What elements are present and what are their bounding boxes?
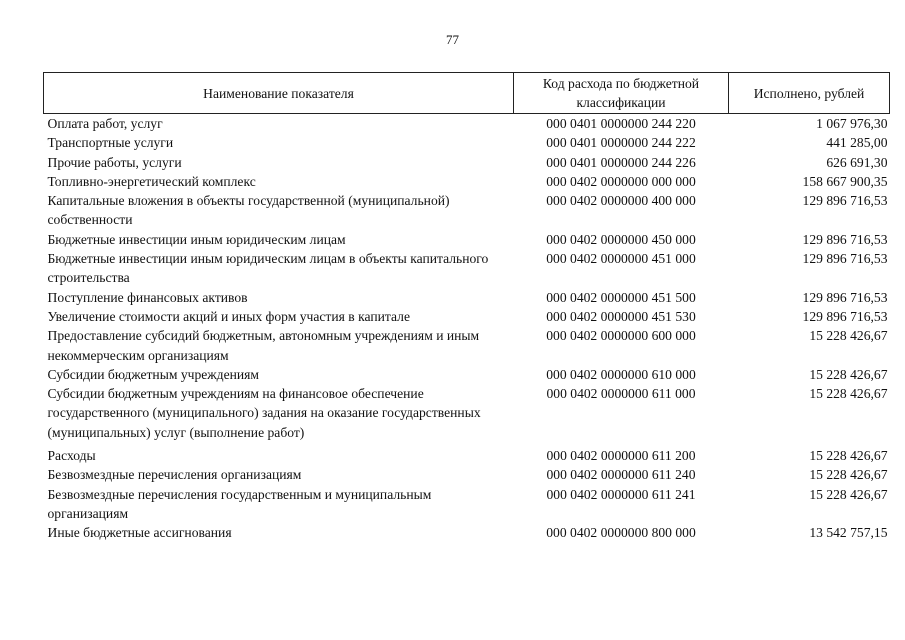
table-row [44, 114, 890, 134]
row-code: 000 0402 0000000 451 500 [546, 289, 696, 305]
table-row [44, 288, 890, 307]
header-executed-amount: Исполнено, рублей [729, 73, 890, 114]
table-row [44, 191, 890, 230]
table-row [44, 153, 890, 172]
row-code: 000 0402 0000000 451 530 [546, 308, 696, 324]
table-row [44, 485, 890, 524]
row-amount: 15 228 426,67 [809, 386, 888, 402]
row-amount: 129 896 716,53 [802, 193, 888, 209]
table-row [44, 523, 890, 542]
row-code: 000 0402 0000000 611 240 [546, 467, 696, 483]
row-name: Бюджетные инвестиции иным юридическим лицам [47, 231, 346, 247]
row-name: Бюджетные инвестиции иным юридическим лицам в объекты капитального строительства [47, 251, 489, 286]
row-code: 000 0401 0000000 244 226 [546, 154, 696, 170]
row-amount: 626 691,30 [826, 154, 888, 170]
row-code: 000 0402 0000000 800 000 [546, 525, 696, 541]
row-amount: 13 542 757,15 [809, 525, 888, 541]
row-amount: 129 896 716,53 [802, 289, 888, 305]
row-code: 000 0402 0000000 600 000 [546, 328, 696, 344]
row-name: Безвозмездные перечисления организациям [47, 467, 302, 483]
row-name: Безвозмездные перечисления государственным и муниципальным организациям [47, 486, 432, 521]
row-name: Субсидии бюджетным учреждениям на финансовое обеспечение государственного (муниципального) задания на оказание государственных (муниципальных) услуг (выполнение работ) [47, 386, 481, 440]
row-amount: 129 896 716,53 [802, 251, 888, 267]
page-number: 77 [446, 32, 459, 47]
row-name: Предоставление субсидий бюджетным, автономным учреждениям и иным некоммерческим организациям [47, 328, 480, 363]
row-amount: 15 228 426,67 [809, 366, 888, 382]
row-code: 000 0402 0000000 400 000 [546, 193, 696, 209]
row-amount: 441 285,00 [826, 135, 888, 151]
row-name: Иные бюджетные ассигнования [47, 525, 232, 541]
row-code: 000 0402 0000000 451 000 [546, 251, 696, 267]
row-name: Расходы [47, 448, 96, 464]
row-name: Транспортные услуги [47, 135, 174, 151]
row-amount: 158 667 900,35 [802, 173, 888, 189]
table-row [44, 249, 890, 288]
header-expense-code: Код расхода по бюджетной классификации [514, 73, 729, 114]
row-amount: 129 896 716,53 [802, 231, 888, 247]
row-code: 000 0402 0000000 450 000 [546, 231, 696, 247]
row-amount: 1 067 976,30 [816, 116, 888, 131]
row-code: 000 0401 0000000 244 220 [546, 116, 696, 131]
table-row [44, 465, 890, 484]
row-name: Поступление финансовых активов [47, 289, 248, 305]
table-row [44, 172, 890, 191]
table-body [44, 114, 890, 543]
row-code: 000 0402 0000000 000 000 [546, 173, 696, 189]
table-row [44, 384, 890, 442]
row-name: Оплата работ, услуг [47, 116, 163, 131]
table-row [44, 442, 890, 465]
table-header [44, 73, 890, 114]
row-amount: 15 228 426,67 [809, 467, 888, 483]
table-row [44, 326, 890, 365]
row-amount: 15 228 426,67 [809, 448, 888, 464]
table-row [44, 365, 890, 384]
row-code: 000 0401 0000000 244 222 [546, 135, 696, 151]
table-row [44, 230, 890, 249]
row-code: 000 0402 0000000 611 200 [546, 448, 696, 464]
row-code: 000 0402 0000000 611 000 [546, 386, 696, 402]
row-name: Прочие работы, услуги [47, 154, 182, 170]
row-code: 000 0402 0000000 610 000 [546, 366, 696, 382]
row-name: Субсидии бюджетным учреждениям [47, 366, 260, 382]
budget-execution-table [43, 72, 890, 543]
row-code: 000 0402 0000000 611 241 [546, 486, 696, 502]
row-name: Капитальные вложения в объекты государственной (муниципальной) собственности [47, 193, 450, 228]
row-amount: 129 896 716,53 [802, 308, 888, 324]
row-name: Увеличение стоимости акций и иных форм участия в капитале [47, 308, 410, 324]
row-amount: 15 228 426,67 [809, 486, 888, 502]
header-indicator-name: Наименование показателя [44, 73, 514, 114]
row-amount: 15 228 426,67 [809, 328, 888, 344]
table-row [44, 133, 890, 152]
table-row [44, 307, 890, 326]
row-name: Топливно-энергетический комплекс [47, 173, 256, 189]
